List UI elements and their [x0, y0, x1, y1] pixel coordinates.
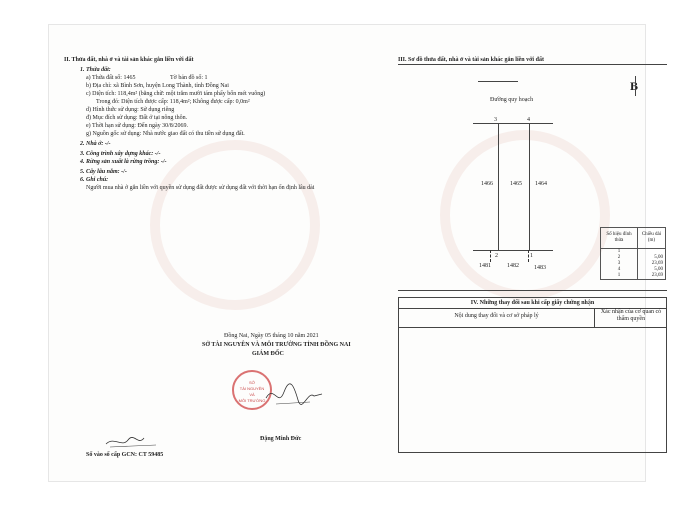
issue-date: Đồng Nai, Ngày 05 tháng 10 năm 2021: [224, 333, 319, 339]
vertex-4: 4: [527, 117, 530, 123]
usage-origin: g) Nguồn gốc sử dụng: Nhà nước giao đất có thu tiền sử dụng đất.: [86, 131, 245, 137]
edge-length-table: [600, 227, 666, 280]
vertex-3: 3: [494, 117, 497, 123]
planted-forest-label: 4. Rừng sản xuất là rừng trồng: -/-: [80, 159, 167, 165]
changes-column-divider: [594, 308, 595, 327]
registration-number: Số vào sổ cấp GCN: CT 59485: [86, 452, 164, 458]
director-signature: [264, 380, 324, 410]
parcel-1464: 1464: [535, 181, 547, 187]
map-sheet-number: Tờ bản đồ số: 1: [170, 75, 208, 81]
boundary-divider-left: [490, 250, 491, 262]
north-arrow-shaft: [635, 76, 636, 96]
vertex-1: 1: [530, 253, 533, 259]
boundary-divider-right: [528, 250, 529, 262]
parcel-bottom-edge: [473, 250, 553, 251]
official-stamp: SỞ TÀI NGUYÊN VÀ MÔI TRƯỜNG: [232, 370, 272, 410]
table-row: 1 23,69: [601, 273, 666, 280]
parcel-1482: 1482: [507, 263, 519, 269]
parcel-1466: 1466: [481, 181, 493, 187]
area-granted: Trong đó: Diện tích được cấp: 118,4m²; Không được cấp: 0,0m²: [96, 99, 250, 105]
parcel-1465: 1465: [510, 181, 522, 187]
usage-purpose: đ) Mục đích sử dụng: Đất ở tại nông thôn.: [86, 115, 188, 121]
section-iii-rule: [398, 64, 667, 65]
section-iii-bottom-rule: [398, 290, 667, 291]
table-row: 4 5,00: [601, 267, 666, 273]
section-ii-heading: II. Thửa đất, nhà ở và tài sản khác gắn liền với đất: [64, 57, 194, 63]
watermark-left: [150, 140, 320, 310]
table-row: 1: [601, 249, 666, 256]
signer-position: GIÁM ĐỐC: [252, 351, 284, 357]
house-label: 2. Nhà ở: -/-: [80, 141, 111, 147]
registrar-signature: [104, 432, 160, 452]
land-parcel-label: 1. Thửa đất:: [80, 67, 111, 73]
table-header-length: Chiều dài (m): [638, 228, 666, 249]
issuing-organization: SỞ TÀI NGUYÊN VÀ MÔI TRƯỜNG TỈNH ĐỒNG NAI: [202, 342, 351, 348]
section-iv-heading: IV. Những thay đổi sau khi cấp giấy chứng nhận: [470, 300, 595, 306]
changes-divider-2: [399, 327, 666, 328]
area: c) Diện tích: 118,4m² (bằng chữ: một trăm mười tám phẩy bốn mét vuông): [86, 91, 266, 97]
section-iii-heading: III. Sơ đồ thửa đất, nhà ở và tài sản khác gắn liền với đất: [398, 57, 544, 63]
changes-table: [398, 297, 667, 453]
parcel-number: a) Thửa đất số: 1465: [86, 75, 136, 81]
parcel-1483: 1483: [534, 265, 546, 271]
road-line: [478, 81, 518, 82]
table-header-vertex: Số hiệu đỉnh thửa: [601, 228, 638, 249]
perennial-trees-label: 5. Cây lâu năm: -/-: [80, 169, 127, 175]
vertex-2: 2: [495, 253, 498, 259]
north-arrow-icon: B: [630, 79, 639, 93]
changes-confirmation-header: Xác nhận của cơ quan có thẩm quyền: [600, 309, 662, 322]
road-label: Đường quy hoạch: [490, 97, 534, 103]
usage-form: d) Hình thức sử dụng: Sử dụng riêng: [86, 107, 175, 113]
address: b) Địa chỉ: xã Bình Sơn, huyện Long Thành, tỉnh Đồng Nai: [86, 83, 229, 89]
parcel-top-edge: [473, 123, 553, 124]
table-row: 2 5,00: [601, 255, 666, 261]
parcel-1481: 1481: [479, 263, 491, 269]
notes-text: Người mua nhà ở gắn liền với quyền sử dụng đất được sử dụng đất với thời hạn ổn định lâu dài: [86, 185, 315, 191]
changes-content-header: Nội dung thay đổi và cơ sở pháp lý: [454, 313, 539, 319]
signer-name: Đặng Minh Đức: [260, 436, 302, 442]
parcel-right-edge: [529, 123, 530, 250]
parcel-left-edge: [498, 123, 499, 250]
other-construction-label: 3. Công trình xây dựng khác: -/-: [80, 151, 161, 157]
notes-label: 6. Ghi chú:: [80, 177, 109, 183]
table-row: 3 23,69: [601, 261, 666, 267]
watermark-right: [440, 130, 610, 300]
usage-term: e) Thời hạn sử dụng: Đến ngày 30/8/2069.: [86, 123, 188, 129]
